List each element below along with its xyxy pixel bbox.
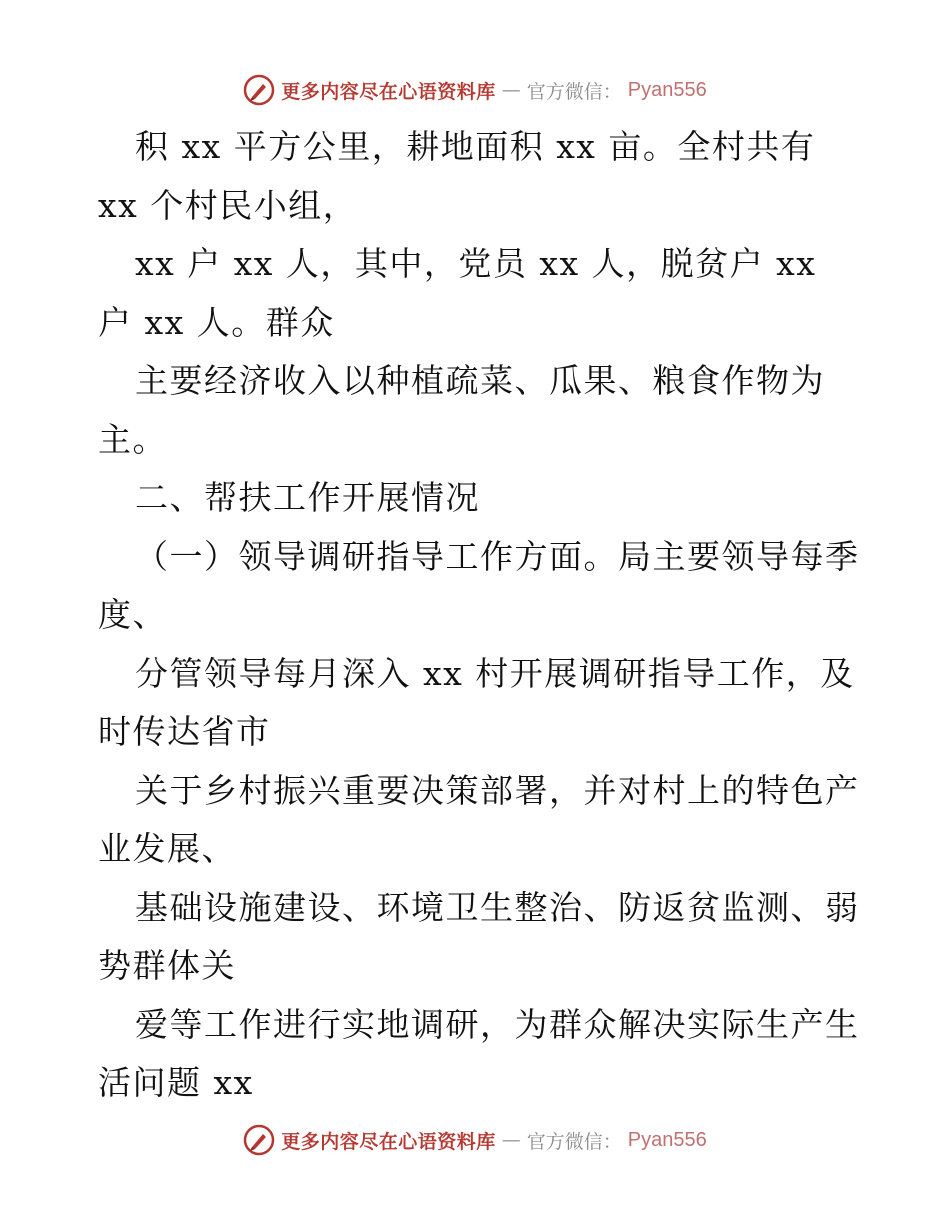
banner-dash: — xyxy=(501,1129,521,1151)
text-line-11: 时传达省市 xyxy=(98,712,271,751)
text-line-10: 分管领导每月深入 xx 村开展调研指导工作，及 xyxy=(135,653,855,693)
text-line-14: 基础设施建设、环境卫生整治、防返贫监测、弱 xyxy=(135,887,860,927)
banner-wechat-label: 官方微信： xyxy=(526,80,622,103)
header-banner xyxy=(0,70,950,110)
banner-title: 更多内容尽在心语资料库 xyxy=(281,1130,496,1153)
document-body xyxy=(98,118,858,1113)
footer-banner xyxy=(0,1120,950,1160)
text-line-5: 主要经济收入以种植疏菜、瓜果、粮食作物为 xyxy=(135,361,825,400)
text-line-3: xx 户 xx 人，其中，党员 xx 人，脱贫户 xx xyxy=(135,244,817,283)
text-line-17: 活问题 xx xyxy=(98,1063,254,1102)
section-heading: 二、帮扶工作开展情况 xyxy=(135,478,480,517)
banner-wechat-label: 官方微信： xyxy=(526,1130,622,1153)
text-line-6: 主。 xyxy=(98,419,167,459)
pen-logo-icon xyxy=(243,1124,275,1156)
banner-dash: — xyxy=(501,79,521,101)
text-line-15: 势群体关 xyxy=(98,946,236,985)
pen-logo-icon xyxy=(243,74,275,106)
text-line-12: 关于乡村振兴重要决策部署，并对村上的特色产 xyxy=(135,770,860,810)
text-line-9: 度、 xyxy=(98,595,167,634)
text-line-2: xx 个村民小组， xyxy=(98,185,358,225)
text-line-16: 爱等工作进行实地调研，为群众解决实际生产生 xyxy=(135,1004,860,1044)
text-line-4: 户 xx 人。群众 xyxy=(98,302,335,342)
text-line-13: 业发展、 xyxy=(98,829,236,868)
text-line-1: 积 xx 平方公里，耕地面积 xx 亩。全村共有 xyxy=(135,127,816,166)
banner-wechat-id: Pyan556 xyxy=(627,78,707,101)
text-line-8: （一）领导调研指导工作方面。局主要领导每季 xyxy=(135,536,860,576)
banner-title: 更多内容尽在心语资料库 xyxy=(281,80,496,103)
banner-wechat-id: Pyan556 xyxy=(627,1128,707,1151)
